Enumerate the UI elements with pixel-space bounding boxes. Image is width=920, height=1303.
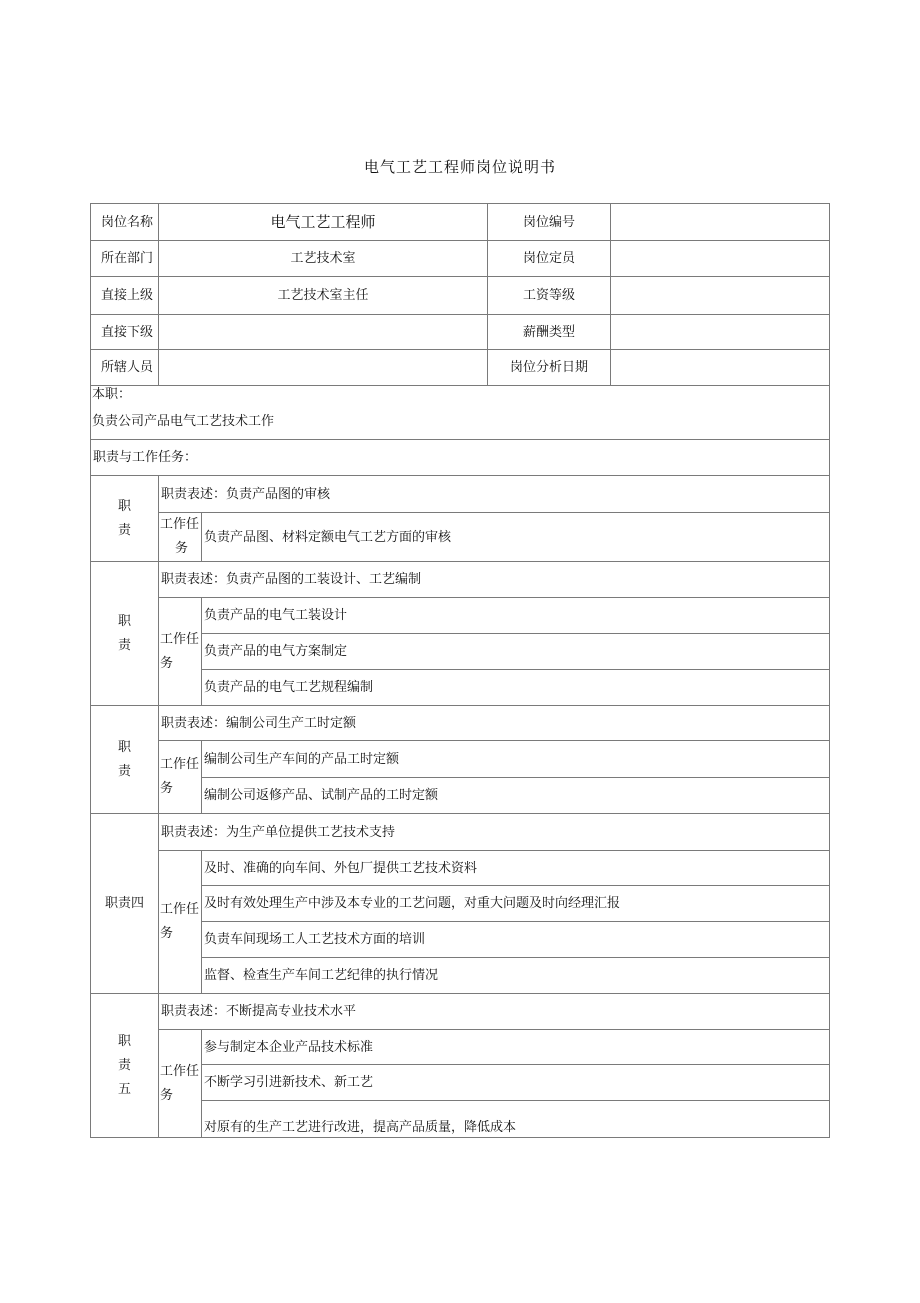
- duty-statement-row: [91, 706, 830, 741]
- subordinate-value: [159, 315, 488, 350]
- position-code-value: [611, 204, 830, 241]
- task-row: [91, 1030, 830, 1065]
- job-description-form: [90, 203, 829, 1138]
- task-row: [91, 598, 830, 634]
- duty-statement: 职责表述：负责产品图的工装设计、工艺编制: [159, 562, 830, 598]
- duty-statement: 职责表述：编制公司生产工时定额: [159, 706, 830, 741]
- task-item: 负责产品图、材料定额电气工艺方面的审核: [202, 513, 830, 562]
- task-row: [91, 670, 830, 706]
- salary-grade-value: [611, 277, 830, 315]
- field-label: 直接下级: [91, 315, 159, 350]
- task-label: 工作任 务: [159, 513, 202, 562]
- task-label: 工作任 务: [159, 741, 202, 814]
- task-row: [91, 958, 830, 994]
- task-row: [91, 851, 830, 886]
- header-row: [91, 315, 830, 350]
- duty-statement: 职责表述：负责产品图的审核: [159, 476, 830, 513]
- task-row: [91, 634, 830, 670]
- task-row: [91, 778, 830, 814]
- task-item: 参与制定本企业产品技术标准: [202, 1030, 830, 1065]
- task-row: [91, 513, 830, 562]
- position-name-value: 电气工艺工程师: [159, 204, 488, 241]
- task-label: 工作任 务: [159, 598, 202, 706]
- duty-statement: 职责表述：为生产单位提供工艺技术支持: [159, 814, 830, 851]
- header-row: [91, 277, 830, 315]
- main-duty-row: [91, 386, 830, 440]
- analysis-date-value: [611, 350, 830, 386]
- header-row: [91, 204, 830, 241]
- duty-statement-row: [91, 994, 830, 1030]
- staff-value: [159, 350, 488, 386]
- task-item: 负责车间现场工人工艺技术方面的培训: [202, 922, 830, 958]
- department-value: 工艺技术室: [159, 241, 488, 277]
- task-label: 工作任 务: [159, 851, 202, 994]
- task-item: 及时、准确的向车间、外包厂提供工艺技术资料: [202, 851, 830, 886]
- task-item: 负责产品的电气工装设计: [202, 598, 830, 634]
- supervisor-value: 工艺技术室主任: [159, 277, 488, 315]
- task-item: 及时有效处理生产中涉及本专业的工艺问题，对重大问题及时向经理汇报: [202, 886, 830, 922]
- task-item: 对原有的生产工艺进行改进，提高产品质量，降低成本: [202, 1101, 830, 1138]
- main-duty-label: 本职：: [92, 387, 132, 402]
- task-label: 工作任 务: [159, 1030, 202, 1138]
- task-row: [91, 922, 830, 958]
- document-title: 电气工艺工程师岗位说明书: [363, 158, 556, 176]
- task-item: 负责产品的电气工艺规程编制: [202, 670, 830, 706]
- duty-label: 职责四: [91, 814, 159, 994]
- task-row: [91, 1065, 830, 1101]
- headcount-value: [611, 241, 830, 277]
- pay-type-value: [611, 315, 830, 350]
- field-label: 直接上级: [91, 277, 159, 315]
- main-duty-text: 负责公司产品电气工艺技术工作: [92, 414, 275, 429]
- field-label: 所在部门: [91, 241, 159, 277]
- header-row: [91, 241, 830, 277]
- header-row: [91, 350, 830, 386]
- task-row: [91, 1101, 830, 1138]
- task-item: 负责产品的电气方案制定: [202, 634, 830, 670]
- field-label: 岗位编号: [488, 204, 611, 241]
- job-description-table: [90, 203, 830, 1138]
- field-label: 岗位定员: [488, 241, 611, 277]
- duty-label: 职 责: [91, 706, 159, 814]
- responsibilities-heading-row: [91, 440, 830, 476]
- duty-label: 职 责: [91, 562, 159, 706]
- field-label: 岗位名称: [91, 204, 159, 241]
- task-row: [91, 741, 830, 778]
- duty-label: 职 责: [91, 476, 159, 562]
- task-item: 编制公司生产车间的产品工时定额: [202, 741, 830, 778]
- duty-statement-row: [91, 814, 830, 851]
- duty-statement-row: [91, 476, 830, 513]
- task-item: 不断学习引进新技术、新工艺: [202, 1065, 830, 1101]
- duty-statement-row: [91, 562, 830, 598]
- task-item: 监督、检查生产车间工艺纪律的执行情况: [202, 958, 830, 994]
- duty-label: 职 责 五: [91, 994, 159, 1138]
- field-label: 所辖人员: [91, 350, 159, 386]
- task-item: 编制公司返修产品、试制产品的工时定额: [202, 778, 830, 814]
- responsibilities-heading: 职责与工作任务：: [91, 440, 830, 476]
- field-label: 薪酬类型: [488, 315, 611, 350]
- field-label: 工资等级: [488, 277, 611, 315]
- task-row: [91, 886, 830, 922]
- duty-statement: 职责表述：不断提高专业技术水平: [159, 994, 830, 1030]
- field-label: 岗位分析日期: [488, 350, 611, 386]
